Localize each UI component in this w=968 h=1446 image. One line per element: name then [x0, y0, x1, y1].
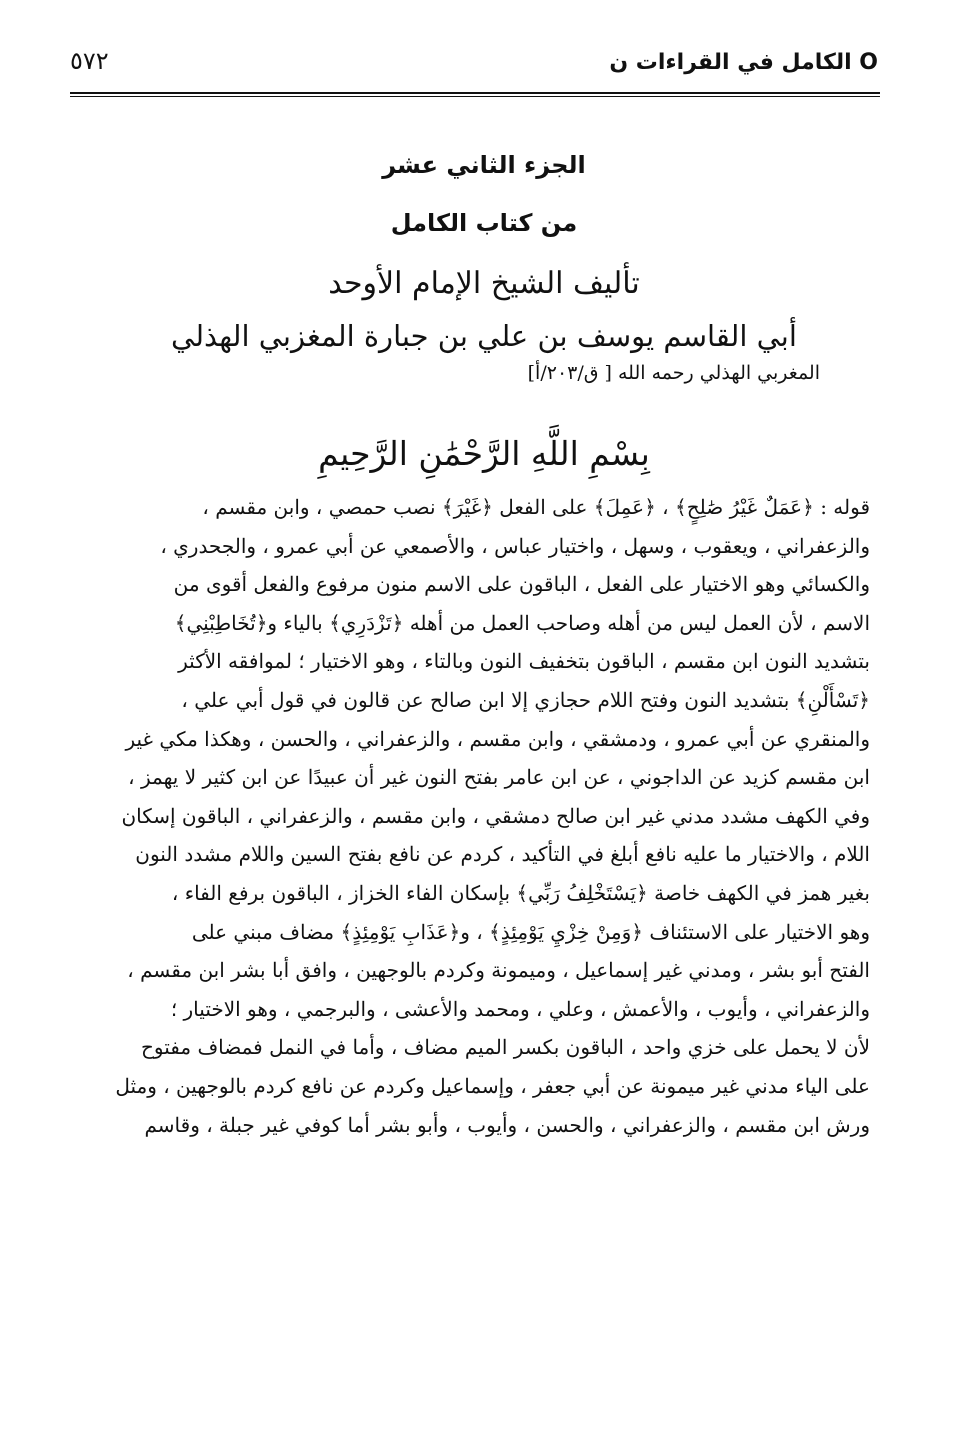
body-line: ورش ابن مقسم ، والزعفراني ، والحسن ، وأيوب ، وأبو بشر أما كوفي غير جبلة ، وقاسم: [144, 1112, 870, 1137]
body-line: اللام ، والاختيار ما عليه نافع أبلغ في التأكيد ، كردم عن نافع بفتح السين واللام مشدد النون: [135, 842, 870, 867]
author-name: أبي القاسم يوسف بن علي بن جبارة المغزبي الهذلي: [171, 319, 797, 353]
body-line: والمنقري عن أبي عمرو ، ودمشقي ، وابن مقسم ، والزعفراني ، والحسن ، وهكذا مكي غير: [125, 726, 870, 751]
body-line: وهو الاختيار على الاستئناف ﴿وَمِنْ خِزْيِ يَوْمِئِذٍ﴾ ، و﴿عَذَابِ يَوْمِئِذٍ﴾ مضاف مبني على: [191, 919, 870, 944]
body-line: وفي الكهف مشدد مدني غير ابن صالح دمشقي ، وابن مقسم ، والزعفراني ، الباقون إسكان: [121, 803, 870, 828]
title-block: [100, 150, 868, 358]
body-line: قوله : ﴿عَمَلٌ غَيْرُ صَٰلِحٍ﴾ ، ﴿عَمِلَ﴾ على الفعل ﴿غَيْرَ﴾ نصب حمصي ، وابن مقسم ،: [202, 495, 870, 519]
body-line: على الياء مدني غير ميمونة عن أبي جعفر ، وإسماعيل وكردم عن نافع كردم بالوجهين ، ومثل: [115, 1073, 870, 1098]
body-line: ابن مقسم كزيد عن الداجوني ، عن ابن عامر بفتح النون غير أن عبيدًا عن ابن كثير لا يهمز ،: [128, 765, 870, 790]
body-line: الاسم ، لأن العمل ليس من أهله وصاحب العمل من أهله ﴿تَزْدَرِي﴾ بالياء و﴿تُخَاطِبْنِي﴾: [174, 610, 870, 635]
part-heading: الجزء الثاني عشر: [382, 151, 586, 179]
body-line: لأن لا يحمل على خزي واحد ، الباقون بكسر الميم مضاف ، وأما في النمل فمضاف مفتوح: [140, 1035, 870, 1060]
body-line: بغير همز في الكهف خاصة ﴿يَسْتَخْلِفُ رَبِّي﴾ بإسكان الفاء الخزاز ، الباقون برفع الفاء ،: [171, 880, 870, 905]
body-line: ﴿تَسْأَلْنِ﴾ بتشديد النون وفتح اللام حجازي إلا ابن صالح عن قالون في قول أبي علي ،: [181, 687, 870, 712]
running-header: [70, 48, 878, 94]
author-subline: المغربي الهذلي رحمه الله [ ق/٢٠٣/أ]: [527, 362, 820, 384]
body-line: والزعفراني ، وأيوب ، والأعمش ، وعلي ، ومحمد والأعشى ، والبرجمي ، وهو الاختيار ؛: [170, 996, 870, 1021]
body-paragraph: [98, 488, 870, 1144]
body-line: الفتح أبو بشر ، ومدني غير إسماعيل ، وميمونة وكردم بالوجهين ، وافق أبا بشر ابن مقسم ،: [127, 958, 870, 983]
author-intro: تأليف الشيخ الإمام الأوحد: [328, 266, 640, 301]
running-title: O الكامل في القراءات ن: [609, 50, 878, 75]
body-line: بتشديد النون ابن مقسم ، الباقون بتخفيف النون وبالتاء ، وهو الاختيار ؛ لموافقه الأكثر: [178, 649, 870, 674]
header-rule: [70, 92, 880, 94]
basmala: بِسْمِ اللَّهِ الرَّحْمَٰنِ الرَّحِيمِ: [318, 434, 650, 473]
header-rule-thin: [70, 96, 880, 97]
body-line: والزعفراني ، ويعقوب ، وسهل ، واختيار عباس ، والأصمعي عن أبي عمرو ، والجحدري ،: [160, 533, 870, 558]
page-number: ٥٧٢: [70, 47, 109, 75]
book-heading: من كتاب الكامل: [390, 209, 578, 237]
body-line: والكسائي وهو الاختيار على الفعل ، الباقون على الاسم منون مرفوع والفعل أقوى من: [173, 572, 870, 597]
